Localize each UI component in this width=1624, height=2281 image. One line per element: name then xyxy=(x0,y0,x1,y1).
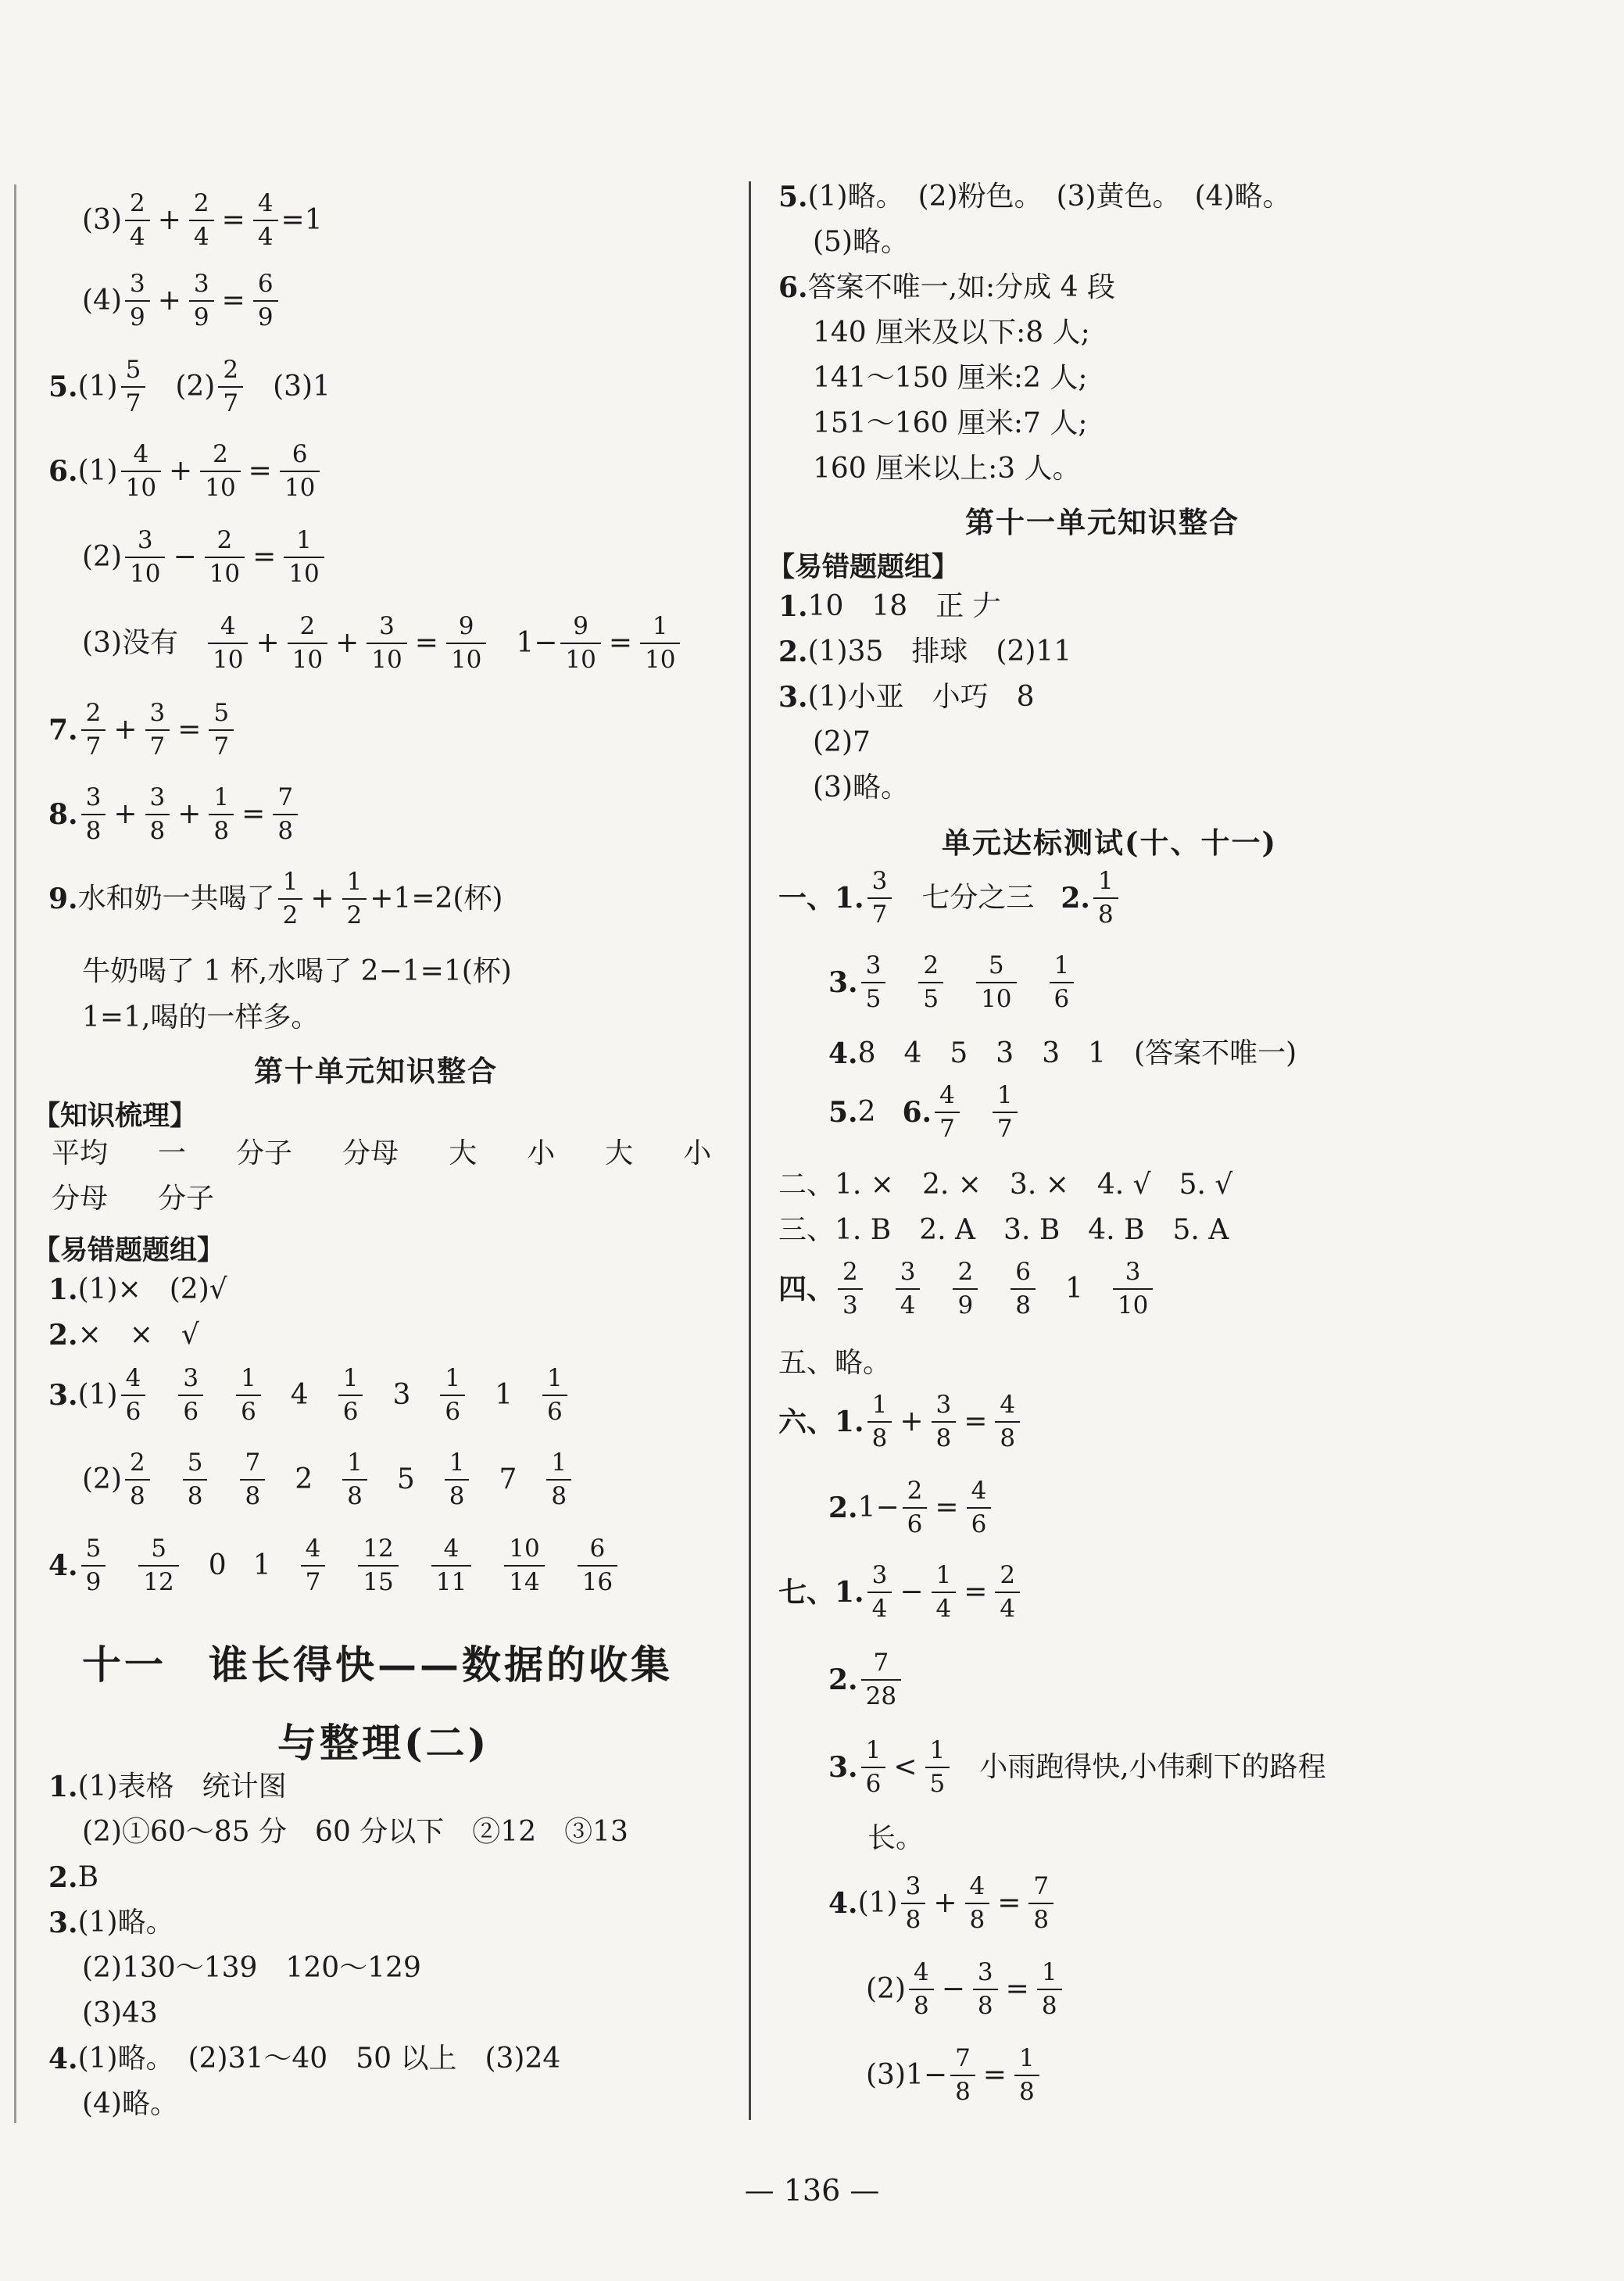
fraction: $\frac{2}{4}$ xyxy=(189,192,214,249)
label: (3) xyxy=(82,204,122,236)
test-part-7-item-3: 3. 1 6 < 1 5 小雨跑得快,小伟剩下的路程 xyxy=(828,1736,1326,1798)
unit-heading: 与整理(二) xyxy=(277,1720,490,1766)
fraction: 1 5 xyxy=(925,1739,950,1796)
fraction: 7 8 xyxy=(240,1451,265,1509)
fraction: $\frac{1}{8}$ xyxy=(209,786,234,843)
fraction: 3 10 xyxy=(1113,1260,1153,1318)
answer-line: (2) 3 10 − $\frac{2}{10}$ = $\frac{1}{10}$ xyxy=(82,528,327,586)
fraction: $\frac{2}{4}$ xyxy=(995,1563,1020,1621)
fraction: $\frac{4}{8}$ xyxy=(995,1393,1020,1451)
fraction: $\frac{6}{9}$ xyxy=(253,272,278,330)
fraction: $\frac{1}{8}$ xyxy=(1014,2046,1039,2104)
fraction: $\frac{9}{10}$ xyxy=(446,614,486,672)
fraction: $\frac{2}{10}$ xyxy=(200,442,240,500)
test-part-7-item-2: 2. 7 28 xyxy=(828,1651,904,1709)
fraction: $\frac{7}{8}$ xyxy=(273,786,298,843)
fraction: $\frac{7}{8}$ xyxy=(1028,1875,1053,1932)
knowledge-line-2: 分母 分子 xyxy=(52,1183,215,1215)
fraction: $\frac{3}{7}$ xyxy=(145,701,170,759)
section-tag: 【易错题题组】 xyxy=(33,1234,225,1266)
question-6: 6. (1) 4 10 + $\frac{2}{10}$ = $\frac{6}{10}$ xyxy=(48,442,323,500)
test-part-7: 七、1. 3 4 − $\frac{1}{4}$ = $\frac{2}{4}$ xyxy=(778,1563,1023,1621)
fraction: 1 6 xyxy=(236,1366,261,1424)
fraction: $\frac{4}{6}$ xyxy=(967,1479,992,1537)
fraction: $\frac{7}{8}$ xyxy=(950,2046,975,2104)
test-part-1-item-3: 3. 3 5 2 5 5 10 1 6 xyxy=(828,954,1077,1012)
answer-line: (4) 3 9 + $\frac{3}{9}$ = $\frac{6}{9}$ xyxy=(82,272,281,330)
fraction: 4 7 xyxy=(301,1537,326,1595)
question-7: 7. 2 7 + $\frac{3}{7}$ = $\frac{5}{7}$ xyxy=(48,701,237,759)
test-part-3: 三、1. B 2. A 3. B 4. B 5. A xyxy=(778,1214,1229,1246)
text-line: (2)130～139 120～129 xyxy=(82,1952,421,1984)
text-line: 牛奶喝了 1 杯,水喝了 2−1=1(杯) xyxy=(82,955,512,987)
fraction: $\frac{3}{9}$ xyxy=(189,272,214,330)
fraction: 3 7 xyxy=(867,869,892,927)
fraction: 5 7 xyxy=(121,358,146,416)
fraction: 6 16 xyxy=(578,1537,617,1595)
fraction: 4 8 xyxy=(909,1961,934,2018)
test-part-1-item-4: 4. 8 4 5 3 3 1 (答案不唯一) xyxy=(828,1037,1297,1070)
fraction: 1 7 xyxy=(993,1083,1018,1141)
error-question-4: 4. 5 9 5 12 0 1 4 7 12 15 4 11 10 14 6 16 xyxy=(48,1537,621,1595)
fraction: 2 5 xyxy=(918,954,943,1012)
fraction: 2 8 xyxy=(125,1451,150,1509)
fraction: $\frac{1}{10}$ xyxy=(640,614,680,672)
fraction: 5 8 xyxy=(183,1451,208,1509)
unit11-question-4: 4. (1)略。 (2)31～40 50 以上 (3)24 xyxy=(48,2043,561,2075)
fraction: 3 9 xyxy=(125,272,150,330)
fraction: 4 7 xyxy=(935,1083,960,1141)
fraction: 4 6 xyxy=(121,1366,146,1424)
text-line: (4)略。 xyxy=(82,2088,178,2120)
fraction: 1 8 xyxy=(342,1451,367,1509)
fraction: 3 8 xyxy=(901,1875,926,1932)
test-part-1: 一、1. 3 7 七分之三 2. 1 8 xyxy=(778,869,1121,927)
test-part-2: 二、1. × 2. × 3. × 4. √ 5. √ xyxy=(778,1169,1233,1201)
error-question-3: 3. (1) 4 6 3 6 1 6 4 1 6 3 1 6 1 1 6 xyxy=(48,1366,571,1424)
fraction: 1 6 xyxy=(861,1739,886,1796)
text-line: (5)略。 xyxy=(813,226,909,258)
fraction: 5 9 xyxy=(81,1537,106,1595)
question-5: 5. (1) 5 7 (2) 2 7 (3)1 xyxy=(48,356,331,417)
fraction: $\frac{3}{10}$ xyxy=(367,614,406,672)
page-number: — 136 — xyxy=(744,2173,880,2208)
question-5: 5. (1)略。 (2)粉色。 (3)黄色。 (4)略。 xyxy=(778,181,1291,213)
fraction: $\frac{4}{4}$ xyxy=(253,192,278,249)
fraction: 1 6 xyxy=(338,1366,363,1424)
text-line: 141～150 厘米:2 人; xyxy=(813,362,1088,394)
fraction: 1 8 xyxy=(867,1393,892,1451)
section-heading: 第十单元知识整合 xyxy=(254,1054,498,1088)
fraction: 3 10 xyxy=(125,528,165,586)
answer-line: (3) 2 4 + $\frac{2}{4}$ = $\frac{4}{4}$ =1 xyxy=(82,189,323,251)
unit11-question-2: 2. B xyxy=(48,1861,99,1894)
fraction: $\frac{3}{8}$ xyxy=(145,786,170,843)
fraction: 4 10 xyxy=(208,614,248,672)
fraction: 2 3 xyxy=(838,1260,863,1318)
test-part-6: 六、1. 1 8 + $\frac{3}{8}$ = $\frac{4}{8}$ xyxy=(778,1393,1023,1451)
fraction: 3 6 xyxy=(178,1366,203,1424)
unit11-question-3: 3. (1)略。 xyxy=(48,1907,174,1939)
fraction: 2 7 xyxy=(218,358,243,416)
text-line: 1=1,喝的一样多。 xyxy=(82,1001,320,1033)
fraction: 1 8 xyxy=(546,1451,571,1509)
fraction: 5 10 xyxy=(976,954,1016,1012)
column-divider xyxy=(749,181,751,2120)
fraction: $\frac{2}{6}$ xyxy=(903,1479,928,1537)
fraction: 4 11 xyxy=(431,1537,471,1595)
question-6: 6. 答案不唯一,如:分成 4 段 xyxy=(778,271,1115,304)
fraction: $\frac{1}{10}$ xyxy=(284,528,324,586)
fraction: 6 8 xyxy=(1011,1260,1036,1318)
fraction: $\frac{1}{8}$ xyxy=(1037,1961,1062,2018)
fraction: 1 6 xyxy=(542,1366,567,1424)
fraction: 3 5 xyxy=(861,954,886,1012)
error-question-1: 1. (1)× (2)√ xyxy=(48,1273,227,1306)
fraction: $\frac{1}{2}$ xyxy=(342,870,367,928)
fraction: 2 7 xyxy=(81,701,106,759)
text-line: (2)①60～85 分 60 分以下 ②12 ③13 xyxy=(82,1816,628,1848)
question-9: 9. 水和奶一共喝了 1 2 + $\frac{1}{2}$ +1=2(杯) xyxy=(48,868,503,929)
fraction: 2 4 xyxy=(125,192,150,249)
fraction: 3 8 xyxy=(81,786,106,843)
test-part-5: 五、略。 xyxy=(778,1347,892,1379)
section-heading: 单元达标测试(十、十一) xyxy=(942,825,1278,860)
fraction: $\frac{6}{10}$ xyxy=(280,442,320,500)
left-margin-mark xyxy=(14,184,16,2123)
test-part-4: 四、 2 3 3 4 2 9 6 8 1 3 10 xyxy=(778,1260,1156,1318)
fraction: $\frac{1}{4}$ xyxy=(932,1563,957,1621)
text-line: 长。 xyxy=(867,1822,925,1854)
answer-line: (2) 4 8 − $\frac{3}{8}$ = $\frac{1}{8}$ xyxy=(866,1961,1065,2018)
fraction: 1 2 xyxy=(278,870,303,928)
fraction: 1 8 xyxy=(445,1451,470,1509)
section-heading: 第十一单元知识整合 xyxy=(965,505,1239,539)
fraction: $\frac{9}{10}$ xyxy=(560,614,600,672)
section-tag: 【知识梳理】 xyxy=(33,1100,198,1132)
unit11-question-1: 1. (1)表格 统计图 xyxy=(48,1771,287,1803)
text-line: 140 厘米及以下:8 人; xyxy=(813,317,1090,349)
error-question-3: 3. (1)小亚 小巧 8 xyxy=(778,681,1035,714)
fraction: 3 4 xyxy=(867,1563,892,1621)
fraction: 4 10 xyxy=(121,442,161,500)
fraction: 1 8 xyxy=(1093,869,1118,927)
fraction: 10 14 xyxy=(504,1537,544,1595)
fraction: $\frac{2}{10}$ xyxy=(205,528,245,586)
test-part-7-item-4: 4. (1) 3 8 + $\frac{4}{8}$ = $\frac{7}{8}$ xyxy=(828,1875,1057,1932)
fraction: 1 6 xyxy=(1050,954,1075,1012)
fraction: $\frac{2}{10}$ xyxy=(288,614,327,672)
fraction: $\frac{5}{7}$ xyxy=(209,701,234,759)
text-line: 151～160 厘米:7 人; xyxy=(813,407,1088,439)
fraction: 2 9 xyxy=(953,1260,978,1318)
fraction: 5 12 xyxy=(138,1537,178,1595)
error-question-2: 2. (1)35 排球 (2)11 xyxy=(778,636,1072,668)
fraction: 7 28 xyxy=(861,1651,901,1709)
answer-line: (3)1− $\frac{7}{8}$ = $\frac{1}{8}$ xyxy=(866,2046,1043,2104)
text-line: (2)7 xyxy=(813,726,871,758)
test-part-1-item-5-6: 5. 2 6. 4 7 1 7 xyxy=(828,1083,1021,1141)
answer-line: (2) 2 8 5 8 7 8 2 1 8 5 1 8 7 1 8 xyxy=(82,1451,574,1509)
error-question-1: 1. 10 18 正 𠂇 xyxy=(778,590,1001,623)
text-line: (3)略。 xyxy=(813,772,909,804)
answer-line: (3)没有 4 10 + $\frac{2}{10}$ + $\frac{3}{10}$ = $\frac{9}{10}$ 1− $\frac{9}{10}$ = $\frac{1}{10}$ xyxy=(82,614,683,672)
error-question-2: 2. × × √ xyxy=(48,1319,199,1352)
fraction: 3 4 xyxy=(896,1260,921,1318)
fraction: $\frac{3}{8}$ xyxy=(973,1961,998,2018)
fraction: 1 6 xyxy=(440,1366,465,1424)
unit-heading: 十一 谁长得快——数据的收集 xyxy=(82,1642,673,1688)
fraction: $\frac{4}{8}$ xyxy=(965,1875,990,1932)
question-8: 8. 3 8 + $\frac{3}{8}$ + $\frac{1}{8}$ = $\frac{7}{8}$ xyxy=(48,786,301,843)
text-line: 160 厘米以上:3 人。 xyxy=(813,453,1081,485)
knowledge-line-1: 平均 一 分子 分母 大 小 大 小 xyxy=(52,1137,712,1169)
fraction: $\frac{3}{8}$ xyxy=(932,1393,957,1451)
fraction: 12 15 xyxy=(358,1537,398,1595)
text-line: (3)43 xyxy=(82,1997,158,2029)
section-tag: 【易错题题组】 xyxy=(767,551,960,583)
test-part-6-item-2: 2. 1− $\frac{2}{6}$ = $\frac{4}{6}$ xyxy=(828,1479,994,1537)
